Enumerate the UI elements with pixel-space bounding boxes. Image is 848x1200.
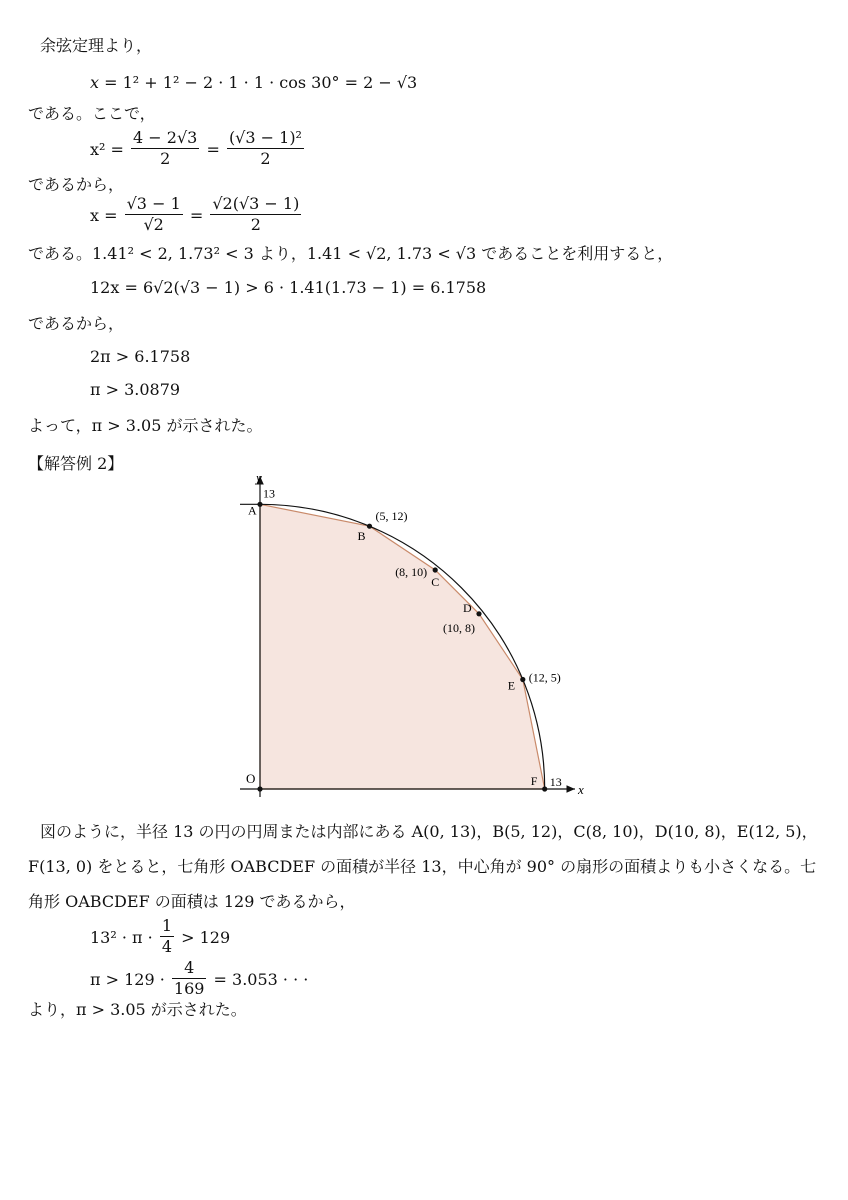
point-label-C: C bbox=[431, 575, 440, 589]
eq7-right: > 129 bbox=[181, 928, 231, 947]
eq7-fraction bbox=[160, 916, 174, 957]
eq2-lhs: x² = bbox=[90, 140, 124, 159]
point-coord-D: (10, 8) bbox=[443, 620, 475, 635]
eq3-f2-denominator: 2 bbox=[250, 215, 261, 234]
eq3-f1-numerator: √3 − 1 bbox=[126, 194, 181, 213]
equation-pi-bound bbox=[90, 958, 308, 1002]
eq7-numerator: 1 bbox=[161, 916, 172, 935]
conclusion-2: より，π > 3.05 が示された。 bbox=[28, 1000, 247, 1019]
heptagon-oabcdef bbox=[260, 504, 545, 789]
eq8-right: = 3.053 · · · bbox=[213, 970, 309, 989]
paragraph-2-line-3: 角形 OABCDEF の面積は 129 であるから， bbox=[28, 892, 356, 911]
eq7-left: 13² · π · bbox=[90, 928, 153, 947]
equation-2pi: 2π > 6.1758 bbox=[90, 347, 191, 366]
eq2-f2-numerator: (√3 − 1)² bbox=[228, 128, 302, 147]
point-label-D: D bbox=[463, 600, 472, 615]
heading-example-2: 【解答例 2】 bbox=[28, 454, 124, 473]
point-coord-E: (12, 5) bbox=[528, 670, 561, 685]
eq2-f1-denominator: 2 bbox=[160, 149, 171, 168]
eq8-fraction bbox=[172, 958, 207, 999]
eq2-fraction-2 bbox=[227, 128, 304, 169]
equation-pi-lower: π > 3.0879 bbox=[90, 380, 181, 399]
eq2-fraction-1 bbox=[131, 128, 199, 169]
x-tick-label: 13 bbox=[549, 775, 562, 789]
equation-cosine-rule bbox=[90, 73, 417, 93]
text-inequality-usage: である。1.41² < 2, 1.73² < 3 より，1.41 < √2, 1.73 < √3 であることを利用すると， bbox=[28, 244, 674, 263]
text-dearu-kokode: である。ここで， bbox=[28, 104, 156, 123]
paragraph-2-line-1: 図のように，半径 13 の円の円周または内部にある A(0, 13)，B(5, 12)，C(8, 10)，D(10, 8)，E(12, 5)， bbox=[40, 822, 818, 841]
point-E bbox=[520, 677, 525, 682]
eq8-numerator: 4 bbox=[172, 958, 207, 979]
y-axis-label: y bbox=[256, 470, 262, 485]
text-dearukara-1: であるから， bbox=[28, 175, 125, 194]
eq8-denominator: 169 bbox=[173, 979, 205, 998]
point-O bbox=[257, 786, 262, 791]
eq3-fraction-1 bbox=[125, 194, 183, 235]
point-coord-B: (5, 12) bbox=[375, 509, 408, 524]
point-label-A: A bbox=[248, 503, 257, 518]
eq2-f2-denominator: 2 bbox=[260, 149, 271, 168]
eq1-lhs: x bbox=[90, 73, 100, 92]
eq7-denominator: 4 bbox=[161, 937, 172, 956]
paragraph-2-line-2: F(13, 0) をとると，七角形 OABCDEF の面積が半径 13，中心角が 90° の扇形の面積よりも小さくなる。七 bbox=[28, 857, 817, 876]
equation-x-squared bbox=[90, 128, 306, 172]
point-label-B: B bbox=[357, 529, 366, 544]
origin-label: O bbox=[246, 771, 256, 786]
point-coord-C: (8, 10) bbox=[395, 565, 428, 579]
equation-sector-area bbox=[90, 916, 230, 960]
quarter-circle-figure bbox=[230, 468, 590, 808]
eq3-fraction-2 bbox=[210, 194, 301, 235]
eq3-equals: = bbox=[189, 206, 204, 225]
point-C bbox=[433, 567, 438, 572]
eq3-f2-numerator: √2(√3 − 1) bbox=[212, 194, 300, 213]
eq3-f1-denominator: √2 bbox=[143, 215, 164, 234]
equation-12x: 12x = 6√2(√3 − 1) > 6 · 1.41(1.73 − 1) = 6.1758 bbox=[90, 278, 487, 297]
point-F bbox=[542, 786, 547, 791]
point-label-F: F bbox=[530, 774, 538, 788]
point-D bbox=[476, 611, 481, 616]
conclusion-1: よって，π > 3.05 が示された。 bbox=[28, 416, 263, 435]
equation-x bbox=[90, 194, 303, 238]
eq2-equals: = bbox=[206, 140, 220, 159]
point-B bbox=[367, 524, 372, 529]
point-label-E: E bbox=[507, 678, 516, 693]
x-axis-label: x bbox=[578, 782, 584, 797]
eq2-f1-numerator: 4 − 2√3 bbox=[133, 128, 198, 147]
point-A bbox=[257, 502, 262, 507]
text-dearukara-2: であるから， bbox=[28, 314, 125, 333]
y-tick-label: 13 bbox=[263, 486, 275, 501]
eq1-rest: = 1² + 1² − 2 · 1 · 1 · cos 30° = 2 − √3 bbox=[99, 73, 418, 92]
intro-text: 余弦定理より， bbox=[40, 36, 153, 55]
eq3-lhs: x = bbox=[90, 206, 118, 225]
eq8-left: π > 129 · bbox=[90, 970, 165, 989]
